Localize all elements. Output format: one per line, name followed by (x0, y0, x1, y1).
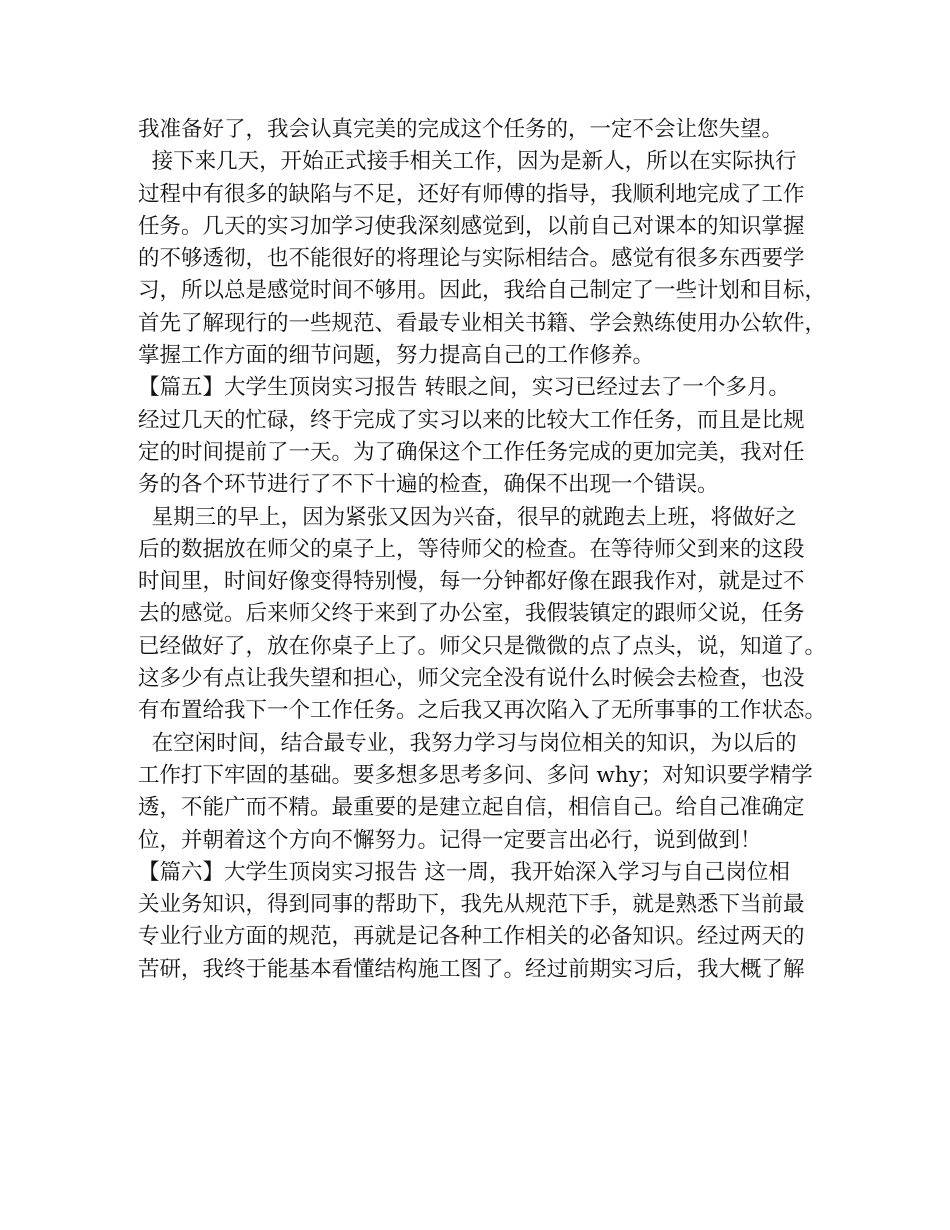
text-line: 经过几天的忙碌，终于完成了实习以来的比较大工作任务，而且是比规 (138, 407, 805, 433)
text-line: 苦研，我终于能基本看懂结构施工图了。经过前期实习后，我大概了解 (138, 956, 805, 982)
text-line: 位，并朝着这个方向不懈努力。记得一定要言出必行，说到做到！ (138, 827, 762, 853)
section-heading-line: 【篇五】大学生顶岗实习报告 转眼之间，实习已经过去了一个多月。 (138, 375, 790, 401)
text-line: 已经做好了，放在你桌子上了。师父只是微微的点了点头，说，知道了。 (138, 633, 827, 659)
text-line: 接下来几天，开始正式接手相关工作，因为是新人，所以在实际执行 (138, 149, 797, 175)
text-line: 这多少有点让我失望和担心，师父完全没有说什么时候会去检查，也没 (138, 666, 805, 692)
text-line: 习，所以总是感觉时间不够用。因此，我给自己制定了一些计划和目标， (138, 278, 827, 304)
text-line: 定的时间提前了一天。为了确保这个工作任务完成的更加完美，我对任 (138, 439, 805, 465)
text-line: 任务。几天的实习加学习使我深刻感觉到，以前自己对课本的知识掌握 (138, 213, 805, 239)
text-line: 掌握工作方面的细节问题，努力提高自己的工作修养。 (138, 343, 655, 369)
text-line: 关业务知识，得到同事的帮助下，我先从规范下手，就是熟悉下当前最 (138, 892, 805, 918)
text-line: 透，不能广而不精。最重要的是建立起自信，相信自己。给自己准确定 (138, 795, 805, 821)
text-line: 时间里，时间好像变得特别慢，每一分钟都好像在跟我作对，就是过不 (138, 569, 805, 595)
text-line: 过程中有很多的缺陷与不足，还好有师傅的指导，我顺利地完成了工作 (138, 181, 805, 207)
text-line: 专业行业方面的规范，再就是记各种工作相关的必备知识。经过两天的 (138, 924, 805, 950)
body-text (138, 114, 828, 986)
text-line: 去的感觉。后来师父终于来到了办公室，我假装镇定的跟师父说，任务 (138, 601, 805, 627)
text-line: 务的各个环节进行了不下十遍的检查，确保不出现一个错误。 (138, 472, 719, 498)
text-line: 星期三的早上，因为紧张又因为兴奋，很早的就跑去上班，将做好之 (138, 504, 797, 530)
text-line: 我准备好了，我会认真完美的完成这个任务的，一定不会让您失望。 (138, 117, 784, 142)
text-line: 有布置给我下一个工作任务。之后我又再次陷入了无所事事的工作状态。 (138, 698, 827, 724)
text-line: 后的数据放在师父的桌子上，等待师父的检查。在等待师父到来的这段 (138, 536, 805, 562)
text-line: 工作打下牢固的基础。要多想多思考多问、多问 why；对知识要学精学 (138, 762, 813, 788)
text-line: 在空闲时间，结合最专业，我努力学习与岗位相关的知识，为以后的 (138, 730, 797, 756)
text-line: 的不够透彻，也不能很好的将理论与实际相结合。感觉有很多东西要学 (138, 246, 805, 272)
section-heading-line: 【篇六】大学生顶岗实习报告 这一周，我开始深入学习与自己岗位相 (138, 859, 790, 885)
text-line: 首先了解现行的一些规范、看最专业相关书籍、学会熟练使用办公软件， (138, 310, 827, 336)
